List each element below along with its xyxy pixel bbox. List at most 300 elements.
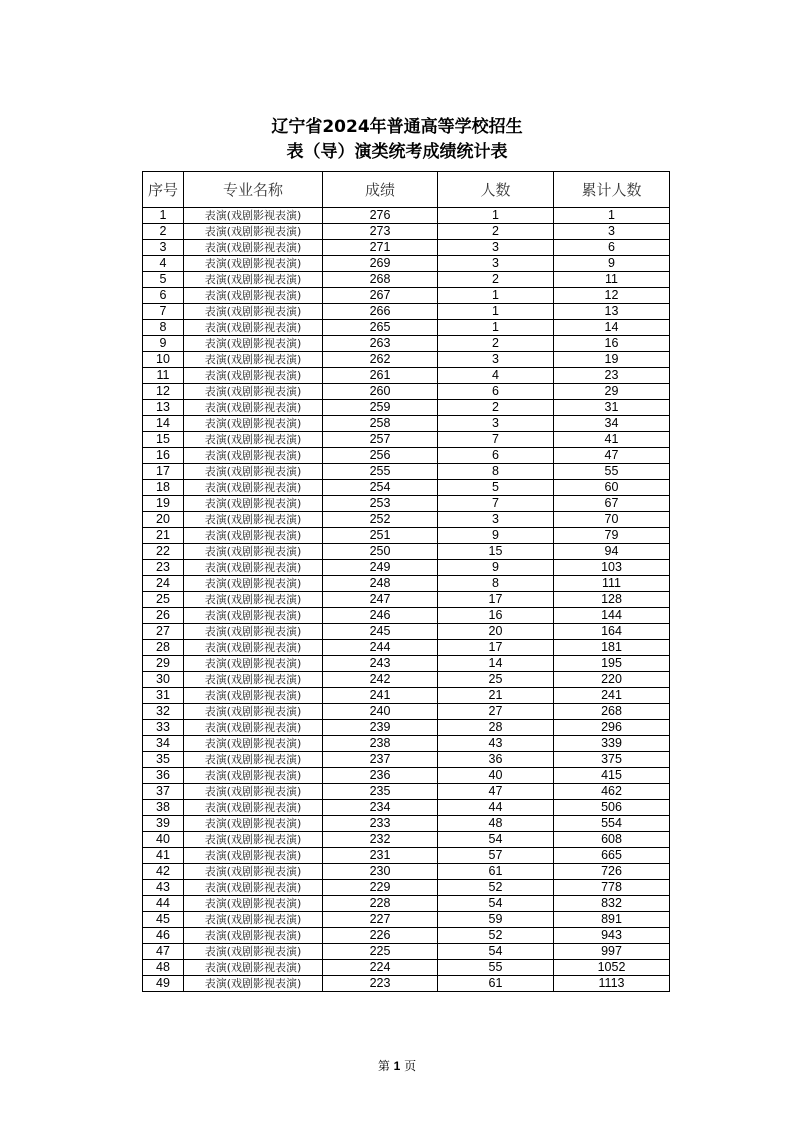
- header-major: 专业名称: [184, 172, 323, 208]
- table-row: [143, 880, 670, 896]
- cell-major: 表演(戏剧影视表演): [184, 864, 323, 880]
- cell-score: 225: [323, 944, 438, 960]
- cell-index: 13: [143, 400, 184, 416]
- cell-cumulative: 128: [554, 592, 670, 608]
- cell-index: 46: [143, 928, 184, 944]
- cell-index: 23: [143, 560, 184, 576]
- page-footer: [0, 1057, 794, 1074]
- cell-cumulative: 726: [554, 864, 670, 880]
- cell-count: 43: [438, 736, 554, 752]
- cell-score: 226: [323, 928, 438, 944]
- cell-count: 6: [438, 448, 554, 464]
- table-row: [143, 752, 670, 768]
- cell-major: 表演(戏剧影视表演): [184, 256, 323, 272]
- table-row: [143, 784, 670, 800]
- cell-score: 267: [323, 288, 438, 304]
- cell-score: 234: [323, 800, 438, 816]
- cell-major: 表演(戏剧影视表演): [184, 608, 323, 624]
- cell-count: 3: [438, 416, 554, 432]
- cell-score: 259: [323, 400, 438, 416]
- cell-score: 258: [323, 416, 438, 432]
- cell-index: 31: [143, 688, 184, 704]
- cell-count: 47: [438, 784, 554, 800]
- cell-count: 3: [438, 240, 554, 256]
- cell-cumulative: 111: [554, 576, 670, 592]
- cell-cumulative: 47: [554, 448, 670, 464]
- cell-index: 3: [143, 240, 184, 256]
- cell-score: 269: [323, 256, 438, 272]
- cell-count: 8: [438, 576, 554, 592]
- cell-major: 表演(戏剧影视表演): [184, 688, 323, 704]
- cell-cumulative: 67: [554, 496, 670, 512]
- cell-index: 21: [143, 528, 184, 544]
- table-row: [143, 320, 670, 336]
- cell-major: 表演(戏剧影视表演): [184, 640, 323, 656]
- cell-major: 表演(戏剧影视表演): [184, 464, 323, 480]
- cell-count: 2: [438, 224, 554, 240]
- cell-score: 224: [323, 960, 438, 976]
- cell-count: 3: [438, 352, 554, 368]
- cell-index: 33: [143, 720, 184, 736]
- cell-index: 15: [143, 432, 184, 448]
- cell-count: 36: [438, 752, 554, 768]
- cell-index: 32: [143, 704, 184, 720]
- cell-count: 61: [438, 864, 554, 880]
- cell-index: 18: [143, 480, 184, 496]
- table-row: [143, 384, 670, 400]
- cell-score: 255: [323, 464, 438, 480]
- page-prefix: 第: [377, 1059, 390, 1073]
- table-row: [143, 512, 670, 528]
- cell-count: 59: [438, 912, 554, 928]
- table-row: [143, 816, 670, 832]
- cell-index: 41: [143, 848, 184, 864]
- table-row: [143, 400, 670, 416]
- table-row: [143, 272, 670, 288]
- cell-major: 表演(戏剧影视表演): [184, 736, 323, 752]
- cell-index: 43: [143, 880, 184, 896]
- table-row: [143, 496, 670, 512]
- table-row: [143, 768, 670, 784]
- cell-major: 表演(戏剧影视表演): [184, 288, 323, 304]
- cell-index: 26: [143, 608, 184, 624]
- cell-index: 5: [143, 272, 184, 288]
- cell-count: 7: [438, 432, 554, 448]
- cell-index: 49: [143, 976, 184, 992]
- cell-major: 表演(戏剧影视表演): [184, 704, 323, 720]
- cell-cumulative: 41: [554, 432, 670, 448]
- cell-major: 表演(戏剧影视表演): [184, 944, 323, 960]
- cell-major: 表演(戏剧影视表演): [184, 224, 323, 240]
- cell-score: 268: [323, 272, 438, 288]
- table-row: [143, 976, 670, 992]
- table-row: [143, 688, 670, 704]
- cell-score: 265: [323, 320, 438, 336]
- cell-cumulative: 19: [554, 352, 670, 368]
- table-row: [143, 528, 670, 544]
- cell-cumulative: 375: [554, 752, 670, 768]
- cell-score: 236: [323, 768, 438, 784]
- cell-major: 表演(戏剧影视表演): [184, 560, 323, 576]
- table-row: [143, 368, 670, 384]
- page-number: 1: [393, 1059, 401, 1073]
- cell-cumulative: 103: [554, 560, 670, 576]
- cell-cumulative: 1: [554, 208, 670, 224]
- table-row: [143, 800, 670, 816]
- cell-index: 28: [143, 640, 184, 656]
- cell-cumulative: 29: [554, 384, 670, 400]
- cell-cumulative: 832: [554, 896, 670, 912]
- cell-major: 表演(戏剧影视表演): [184, 384, 323, 400]
- table-row: [143, 544, 670, 560]
- cell-major: 表演(戏剧影视表演): [184, 272, 323, 288]
- cell-major: 表演(戏剧影视表演): [184, 656, 323, 672]
- table-row: [143, 832, 670, 848]
- cell-index: 30: [143, 672, 184, 688]
- cell-score: 262: [323, 352, 438, 368]
- cell-count: 54: [438, 896, 554, 912]
- cell-score: 235: [323, 784, 438, 800]
- cell-score: 223: [323, 976, 438, 992]
- cell-score: 238: [323, 736, 438, 752]
- cell-count: 1: [438, 320, 554, 336]
- cell-index: 39: [143, 816, 184, 832]
- cell-index: 24: [143, 576, 184, 592]
- cell-score: 239: [323, 720, 438, 736]
- cell-index: 47: [143, 944, 184, 960]
- header-score: 成绩: [323, 172, 438, 208]
- cell-count: 9: [438, 560, 554, 576]
- cell-index: 45: [143, 912, 184, 928]
- table-row: [143, 864, 670, 880]
- cell-major: 表演(戏剧影视表演): [184, 672, 323, 688]
- cell-count: 3: [438, 256, 554, 272]
- document-title-line1: 辽宁省2024年普通高等学校招生: [271, 117, 523, 137]
- cell-score: 237: [323, 752, 438, 768]
- cell-count: 48: [438, 816, 554, 832]
- cell-major: 表演(戏剧影视表演): [184, 480, 323, 496]
- cell-major: 表演(戏剧影视表演): [184, 320, 323, 336]
- table-row: [143, 416, 670, 432]
- cell-cumulative: 241: [554, 688, 670, 704]
- cell-cumulative: 195: [554, 656, 670, 672]
- cell-cumulative: 13: [554, 304, 670, 320]
- cell-score: 233: [323, 816, 438, 832]
- cell-major: 表演(戏剧影视表演): [184, 960, 323, 976]
- cell-score: 254: [323, 480, 438, 496]
- table-row: [143, 336, 670, 352]
- cell-cumulative: 778: [554, 880, 670, 896]
- cell-index: 37: [143, 784, 184, 800]
- cell-count: 27: [438, 704, 554, 720]
- cell-major: 表演(戏剧影视表演): [184, 416, 323, 432]
- cell-major: 表演(戏剧影视表演): [184, 576, 323, 592]
- cell-major: 表演(戏剧影视表演): [184, 448, 323, 464]
- cell-count: 54: [438, 832, 554, 848]
- cell-major: 表演(戏剧影视表演): [184, 752, 323, 768]
- cell-cumulative: 462: [554, 784, 670, 800]
- cell-major: 表演(戏剧影视表演): [184, 512, 323, 528]
- cell-cumulative: 12: [554, 288, 670, 304]
- cell-score: 231: [323, 848, 438, 864]
- table-row: [143, 848, 670, 864]
- cell-major: 表演(戏剧影视表演): [184, 304, 323, 320]
- cell-count: 55: [438, 960, 554, 976]
- table-row: [143, 288, 670, 304]
- cell-cumulative: 220: [554, 672, 670, 688]
- cell-score: 273: [323, 224, 438, 240]
- cell-score: 246: [323, 608, 438, 624]
- document-title-line2: 表（导）演类统考成绩统计表: [286, 142, 508, 162]
- cell-count: 52: [438, 880, 554, 896]
- cell-index: 11: [143, 368, 184, 384]
- cell-cumulative: 181: [554, 640, 670, 656]
- cell-major: 表演(戏剧影视表演): [184, 528, 323, 544]
- cell-count: 52: [438, 928, 554, 944]
- cell-score: 253: [323, 496, 438, 512]
- table-body: [143, 208, 670, 992]
- cell-count: 40: [438, 768, 554, 784]
- cell-cumulative: 296: [554, 720, 670, 736]
- table-row: [143, 720, 670, 736]
- cell-cumulative: 9: [554, 256, 670, 272]
- page-suffix: 页: [404, 1059, 417, 1073]
- cell-count: 2: [438, 400, 554, 416]
- cell-cumulative: 60: [554, 480, 670, 496]
- cell-cumulative: 55: [554, 464, 670, 480]
- cell-index: 17: [143, 464, 184, 480]
- cell-score: 256: [323, 448, 438, 464]
- table-row: [143, 912, 670, 928]
- cell-score: 249: [323, 560, 438, 576]
- cell-cumulative: 144: [554, 608, 670, 624]
- cell-score: 240: [323, 704, 438, 720]
- table-header-row: [143, 172, 670, 208]
- table-row: [143, 624, 670, 640]
- cell-cumulative: 70: [554, 512, 670, 528]
- cell-cumulative: 16: [554, 336, 670, 352]
- cell-major: 表演(戏剧影视表演): [184, 400, 323, 416]
- cell-cumulative: 665: [554, 848, 670, 864]
- table-row: [143, 480, 670, 496]
- table-row: [143, 448, 670, 464]
- header-count: 人数: [438, 172, 554, 208]
- table-row: [143, 464, 670, 480]
- table-row: [143, 896, 670, 912]
- cell-score: 266: [323, 304, 438, 320]
- table-row: [143, 928, 670, 944]
- cell-cumulative: 94: [554, 544, 670, 560]
- cell-count: 61: [438, 976, 554, 992]
- cell-index: 42: [143, 864, 184, 880]
- cell-score: 243: [323, 656, 438, 672]
- cell-count: 44: [438, 800, 554, 816]
- cell-major: 表演(戏剧影视表演): [184, 208, 323, 224]
- cell-index: 4: [143, 256, 184, 272]
- cell-cumulative: 415: [554, 768, 670, 784]
- cell-index: 22: [143, 544, 184, 560]
- header-cumulative: 累计人数: [554, 172, 670, 208]
- table-row: [143, 240, 670, 256]
- cell-score: 232: [323, 832, 438, 848]
- cell-index: 48: [143, 960, 184, 976]
- table-row: [143, 640, 670, 656]
- cell-index: 29: [143, 656, 184, 672]
- cell-score: 245: [323, 624, 438, 640]
- cell-index: 20: [143, 512, 184, 528]
- cell-major: 表演(戏剧影视表演): [184, 720, 323, 736]
- cell-index: 16: [143, 448, 184, 464]
- cell-count: 17: [438, 592, 554, 608]
- cell-major: 表演(戏剧影视表演): [184, 928, 323, 944]
- table-row: [143, 592, 670, 608]
- score-statistics-table: [142, 171, 670, 992]
- cell-cumulative: 506: [554, 800, 670, 816]
- cell-score: 229: [323, 880, 438, 896]
- cell-cumulative: 31: [554, 400, 670, 416]
- cell-index: 6: [143, 288, 184, 304]
- table-row: [143, 608, 670, 624]
- cell-major: 表演(戏剧影视表演): [184, 976, 323, 992]
- table-row: [143, 352, 670, 368]
- cell-cumulative: 34: [554, 416, 670, 432]
- cell-index: 8: [143, 320, 184, 336]
- cell-score: 247: [323, 592, 438, 608]
- cell-score: 257: [323, 432, 438, 448]
- cell-score: 263: [323, 336, 438, 352]
- table-row: [143, 944, 670, 960]
- cell-count: 15: [438, 544, 554, 560]
- table-row: [143, 304, 670, 320]
- cell-index: 38: [143, 800, 184, 816]
- cell-count: 17: [438, 640, 554, 656]
- cell-index: 19: [143, 496, 184, 512]
- cell-score: 248: [323, 576, 438, 592]
- cell-count: 6: [438, 384, 554, 400]
- cell-major: 表演(戏剧影视表演): [184, 240, 323, 256]
- cell-major: 表演(戏剧影视表演): [184, 624, 323, 640]
- cell-count: 54: [438, 944, 554, 960]
- cell-cumulative: 891: [554, 912, 670, 928]
- cell-cumulative: 11: [554, 272, 670, 288]
- cell-cumulative: 1113: [554, 976, 670, 992]
- cell-count: 7: [438, 496, 554, 512]
- cell-score: 261: [323, 368, 438, 384]
- table-row: [143, 656, 670, 672]
- cell-index: 35: [143, 752, 184, 768]
- cell-count: 3: [438, 512, 554, 528]
- cell-major: 表演(戏剧影视表演): [184, 848, 323, 864]
- cell-major: 表演(戏剧影视表演): [184, 800, 323, 816]
- table-row: [143, 224, 670, 240]
- table-row: [143, 208, 670, 224]
- cell-count: 57: [438, 848, 554, 864]
- cell-major: 表演(戏剧影视表演): [184, 912, 323, 928]
- cell-major: 表演(戏剧影视表演): [184, 432, 323, 448]
- cell-cumulative: 3: [554, 224, 670, 240]
- cell-score: 252: [323, 512, 438, 528]
- cell-cumulative: 339: [554, 736, 670, 752]
- cell-cumulative: 6: [554, 240, 670, 256]
- cell-cumulative: 997: [554, 944, 670, 960]
- cell-score: 227: [323, 912, 438, 928]
- cell-index: 27: [143, 624, 184, 640]
- cell-major: 表演(戏剧影视表演): [184, 832, 323, 848]
- table-row: [143, 672, 670, 688]
- cell-major: 表演(戏剧影视表演): [184, 880, 323, 896]
- cell-index: 25: [143, 592, 184, 608]
- cell-score: 260: [323, 384, 438, 400]
- cell-count: 14: [438, 656, 554, 672]
- cell-score: 250: [323, 544, 438, 560]
- cell-cumulative: 14: [554, 320, 670, 336]
- cell-major: 表演(戏剧影视表演): [184, 816, 323, 832]
- cell-index: 36: [143, 768, 184, 784]
- cell-count: 2: [438, 272, 554, 288]
- cell-index: 40: [143, 832, 184, 848]
- cell-major: 表演(戏剧影视表演): [184, 896, 323, 912]
- cell-cumulative: 23: [554, 368, 670, 384]
- cell-index: 14: [143, 416, 184, 432]
- table-row: [143, 576, 670, 592]
- cell-index: 34: [143, 736, 184, 752]
- cell-score: 276: [323, 208, 438, 224]
- cell-count: 20: [438, 624, 554, 640]
- cell-major: 表演(戏剧影视表演): [184, 368, 323, 384]
- cell-score: 251: [323, 528, 438, 544]
- cell-count: 1: [438, 288, 554, 304]
- cell-cumulative: 608: [554, 832, 670, 848]
- cell-major: 表演(戏剧影视表演): [184, 544, 323, 560]
- cell-score: 241: [323, 688, 438, 704]
- table-row: [143, 560, 670, 576]
- cell-score: 228: [323, 896, 438, 912]
- cell-index: 10: [143, 352, 184, 368]
- header-index: 序号: [143, 172, 184, 208]
- cell-major: 表演(戏剧影视表演): [184, 352, 323, 368]
- cell-count: 9: [438, 528, 554, 544]
- cell-major: 表演(戏剧影视表演): [184, 496, 323, 512]
- cell-major: 表演(戏剧影视表演): [184, 592, 323, 608]
- cell-count: 1: [438, 208, 554, 224]
- cell-index: 12: [143, 384, 184, 400]
- table-row: [143, 256, 670, 272]
- cell-score: 271: [323, 240, 438, 256]
- cell-count: 8: [438, 464, 554, 480]
- cell-index: 44: [143, 896, 184, 912]
- cell-count: 5: [438, 480, 554, 496]
- table-row: [143, 736, 670, 752]
- cell-cumulative: 164: [554, 624, 670, 640]
- cell-score: 244: [323, 640, 438, 656]
- cell-major: 表演(戏剧影视表演): [184, 336, 323, 352]
- cell-score: 230: [323, 864, 438, 880]
- cell-major: 表演(戏剧影视表演): [184, 784, 323, 800]
- cell-cumulative: 943: [554, 928, 670, 944]
- cell-index: 7: [143, 304, 184, 320]
- cell-score: 242: [323, 672, 438, 688]
- cell-index: 1: [143, 208, 184, 224]
- cell-index: 9: [143, 336, 184, 352]
- cell-cumulative: 554: [554, 816, 670, 832]
- cell-count: 4: [438, 368, 554, 384]
- cell-count: 2: [438, 336, 554, 352]
- table-row: [143, 704, 670, 720]
- cell-index: 2: [143, 224, 184, 240]
- cell-major: 表演(戏剧影视表演): [184, 768, 323, 784]
- cell-count: 25: [438, 672, 554, 688]
- cell-cumulative: 1052: [554, 960, 670, 976]
